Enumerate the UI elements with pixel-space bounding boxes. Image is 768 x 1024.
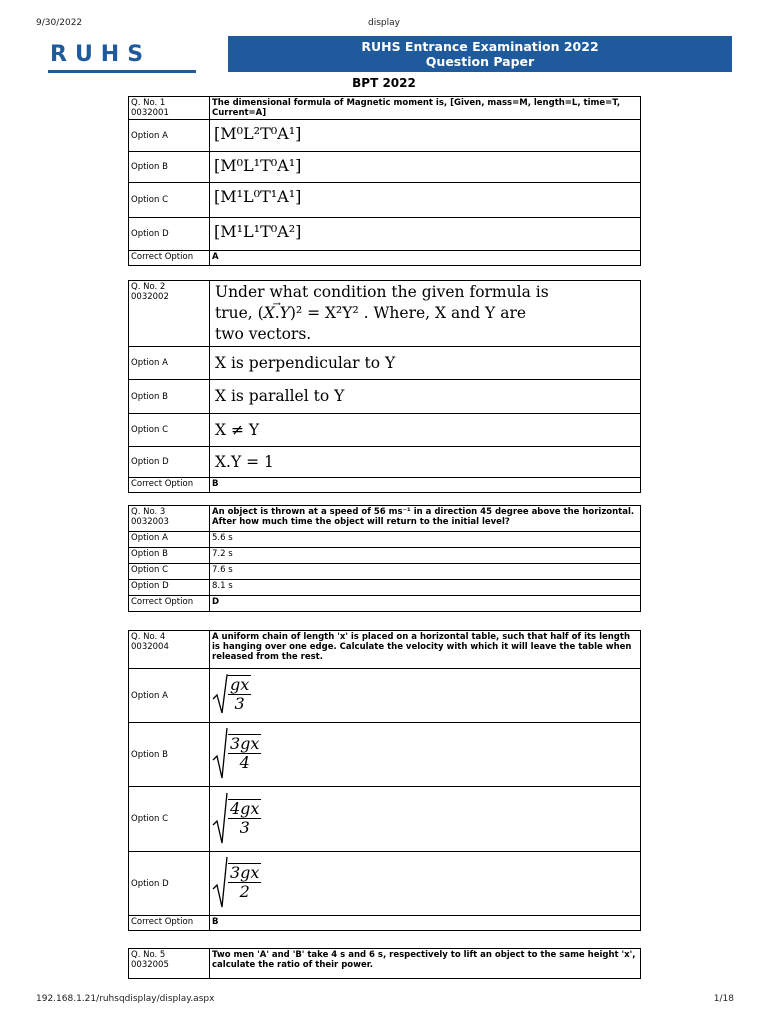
banner-line-1: RUHS Entrance Examination 2022 xyxy=(361,39,599,54)
option-b xyxy=(210,723,641,787)
correct-option-label: Correct Option xyxy=(129,596,210,612)
option-label: Option B xyxy=(129,723,210,787)
correct-option-label: Correct Option xyxy=(129,251,210,266)
option-label: Option A xyxy=(129,120,210,152)
question-text: The dimensional formula of Magnetic moment is, [Given, mass=M, length=L, time=T, Current=A] xyxy=(210,97,641,120)
fraction-denominator: 2 xyxy=(239,882,250,901)
question-2-table xyxy=(128,280,641,493)
option-d: 8.1 s xyxy=(210,580,641,596)
option-a-text: X is perpendicular to Y xyxy=(215,353,396,372)
sqrt-expression xyxy=(212,791,261,845)
question-1-table xyxy=(128,96,641,266)
fraction-denominator: 3 xyxy=(234,694,245,713)
sqrt-expression xyxy=(212,673,251,715)
question-id: 0032004 xyxy=(131,642,169,652)
option-b xyxy=(210,380,641,414)
sqrt-expression xyxy=(212,726,261,780)
option-label: Option C xyxy=(129,787,210,852)
question-4-table xyxy=(128,630,641,931)
option-label: Option D xyxy=(129,580,210,596)
question-3-table xyxy=(128,505,641,612)
option-label: Option C xyxy=(129,414,210,447)
option-label: Option B xyxy=(129,152,210,183)
question-number-cell xyxy=(129,631,210,669)
fraction-denominator: 4 xyxy=(239,753,250,772)
page-url: 192.168.1.21/ruhsqdisplay/display.aspx xyxy=(36,994,215,1004)
correct-option-value: B xyxy=(210,478,641,493)
option-label: Option B xyxy=(129,548,210,564)
banner-line-2: Question Paper xyxy=(425,54,535,69)
option-label: Option A xyxy=(129,669,210,723)
correct-option-label: Correct Option xyxy=(129,916,210,931)
fraction-numerator: 3gx xyxy=(230,734,260,753)
option-c xyxy=(210,183,641,218)
formula-post: )² = X²Y² . Where, X and Y are xyxy=(289,304,527,322)
option-d xyxy=(210,852,641,916)
option-c xyxy=(210,787,641,852)
question-5-table xyxy=(128,948,641,979)
option-d-text: X.Y = 1 xyxy=(215,452,274,471)
fraction-numerator: 4gx xyxy=(230,798,260,818)
question-number: Q. No. 5 xyxy=(131,950,166,960)
logo-underline xyxy=(48,70,196,73)
option-b-text: [M⁰L¹T⁰A¹] xyxy=(214,156,302,175)
question-number-cell xyxy=(129,506,210,532)
option-c-text: X ≠ Y xyxy=(215,420,260,439)
question-number-cell xyxy=(129,949,210,979)
option-label: Option D xyxy=(129,447,210,478)
option-label: Option D xyxy=(129,852,210,916)
option-b xyxy=(210,152,641,183)
print-title: display xyxy=(368,18,400,28)
question-line-3: two vectors. xyxy=(215,325,312,343)
formula-vectors: → X.Y xyxy=(264,303,290,324)
banner-title-box xyxy=(228,36,732,72)
option-d xyxy=(210,218,641,251)
fraction-numerator: gx xyxy=(230,675,250,694)
question-number: Q. No. 3 xyxy=(131,507,166,517)
option-b: 7.2 s xyxy=(210,548,641,564)
fraction-denominator: 3 xyxy=(239,817,250,837)
option-c xyxy=(210,414,641,447)
question-text xyxy=(210,281,641,347)
correct-option-value: D xyxy=(210,596,641,612)
question-line-2 xyxy=(212,303,638,324)
question-number-cell xyxy=(129,97,210,120)
ruhs-logo: RUHS xyxy=(50,42,152,67)
fraction xyxy=(228,863,261,901)
option-a-text: [M⁰L²T⁰A¹] xyxy=(214,124,302,143)
option-label: Option A xyxy=(129,347,210,380)
question-line-1: Under what condition the given formula is xyxy=(215,283,549,301)
page-counter: 1/18 xyxy=(713,994,734,1004)
question-text: Two men 'A' and 'B' take 4 s and 6 s, respectively to lift an object to the same height 'x', calculate the ratio of their power. xyxy=(210,949,641,979)
print-date: 9/30/2022 xyxy=(36,18,83,28)
question-id: 0032003 xyxy=(131,517,169,527)
question-number: Q. No. 1 xyxy=(131,98,166,108)
option-label: Option C xyxy=(129,183,210,218)
option-a: 5.6 s xyxy=(210,532,641,548)
option-d xyxy=(210,447,641,478)
header-banner xyxy=(36,36,732,74)
radical-sign-icon xyxy=(212,673,228,715)
sqrt-expression xyxy=(212,855,261,909)
option-a xyxy=(210,669,641,723)
option-d-text: [M¹L¹T⁰A²] xyxy=(214,222,302,241)
radical-sign-icon xyxy=(212,791,228,845)
option-c: 7.6 s xyxy=(210,564,641,580)
correct-option-label: Correct Option xyxy=(129,478,210,493)
option-label: Option A xyxy=(129,532,210,548)
option-a xyxy=(210,347,641,380)
question-number: Q. No. 2 xyxy=(131,282,166,292)
question-id: 0032002 xyxy=(131,292,169,302)
question-number: Q. No. 4 xyxy=(131,632,166,642)
radical-sign-icon xyxy=(212,855,228,909)
option-b-text: X is parallel to Y xyxy=(215,387,345,405)
option-label: Option D xyxy=(129,218,210,251)
option-a xyxy=(210,120,641,152)
option-c-text: [M¹L⁰T¹A¹] xyxy=(214,187,302,206)
option-label: Option B xyxy=(129,380,210,414)
fraction-numerator: 3gx xyxy=(230,863,260,882)
question-number-cell xyxy=(129,281,210,347)
correct-option-value: B xyxy=(210,916,641,931)
fraction xyxy=(228,675,251,713)
radical-sign-icon xyxy=(212,726,228,780)
question-text: A uniform chain of length 'x' is placed on a horizontal table, such that half of its length is hanging over one edge. Calculate the velocity with which it will leave the table when released from the rest. xyxy=(210,631,641,669)
correct-option-value: A xyxy=(210,251,641,266)
question-id: 0032001 xyxy=(131,108,169,118)
option-label: Option C xyxy=(129,564,210,580)
fraction xyxy=(228,734,261,772)
fraction xyxy=(228,799,261,837)
formula-pre: true, ( xyxy=(215,304,264,322)
exam-title: BPT 2022 xyxy=(352,76,416,90)
question-id: 0032005 xyxy=(131,960,169,970)
question-text: An object is thrown at a speed of 56 ms⁻¹ in a direction 45 degree above the horizontal. After how much time the object will return to the initial level? xyxy=(210,506,641,532)
